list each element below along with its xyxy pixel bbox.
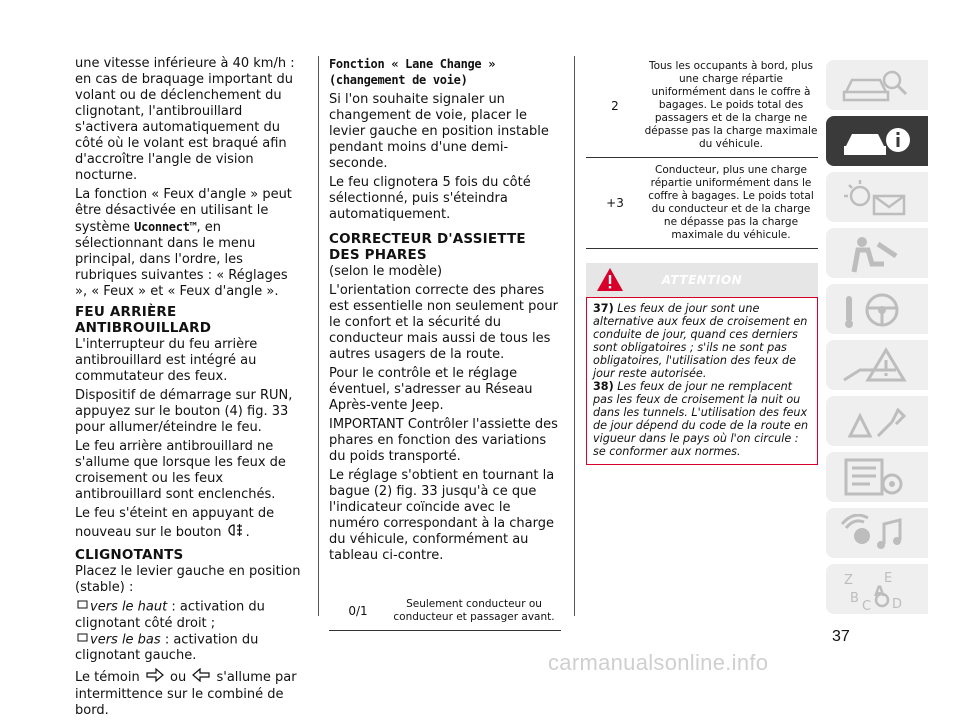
paragraph: Placez le levier gauche en position (stable) : [75,564,301,595]
warning-title: ATTENTION [661,273,743,287]
load-description: Conducteur, plus une charge répartie uniformément dans le coffre à bagages. Le poids total du conducteur et de la charge ne dépasse pas la charge maximale du véhicule. [648,164,814,241]
list-item: vers le haut : activation du clignotant côté droit ; [75,599,265,631]
rear-fog-light-icon [228,522,244,543]
warning-box [586,297,818,465]
sidebar-tab-emergency[interactable] [826,340,928,390]
right-turn-signal-icon [146,668,164,687]
paragraph: Dispositif de démarrage sur RUN, appuyez sur le bouton (4) fig. 33 pour allumer/éteindre le feu. [75,388,293,435]
sidebar-tab-airbag[interactable] [826,228,928,278]
paragraph: IMPORTANT Contrôler l'assiette des phares en fonction des variations du poids transporté. [329,417,558,464]
paragraph: La fonction « Feux d'angle » peut être désactivée en utilisant le système Uconnect™, en sélectionnant dans le menu principal, dans l'ordre, les rubriques suivantes : « Réglages », « Feux » et « Feux d'angle ». [75,187,292,299]
column-left [75,56,301,722]
sidebar-tab-car-info[interactable] [826,116,928,166]
svg-text:Z: Z [844,573,853,588]
column-right [586,60,818,465]
section-heading: FEU ARRIÈRE ANTIBROUILLARD [75,304,212,336]
warning-triangle-icon [596,267,624,297]
load-key: +3 [606,196,624,210]
paragraph: L'orientation correcte des phares est essentielle non seulement pour le confort et la sécurité du conducteur mais aussi de tous les autres usagers de la route. [329,283,558,362]
paragraph: Le réglage s'obtient en tournant la bague (2) fig. 33 jusqu'à ce que l'indicateur coïncide avec le numéro correspondant à la charge du véhicule, conformément au tableau ci-contre. [329,468,555,563]
paragraph: Le feu arrière antibrouillard ne s'allume que lorsque les feux de croisement ou les feux antibrouillard sont enclenchés. [75,439,286,502]
svg-text:E: E [884,571,893,586]
sidebar-tab-multimedia[interactable] [826,508,928,558]
multimedia-icon [840,514,912,554]
paragraph: une vitesse inférieure à 40 km/h : en cas de braquage important du volant ou de déclenchement du clignotant, l'antibrouillard s'activera automatiquement du côté où le volant est braqué afin d'accroître l'angle de vision nocturne. [75,56,295,183]
sidebar-tab-warning-lights[interactable] [826,172,928,222]
bullet-icon [77,599,88,615]
list-item: vers le bas : activation du clignotant gauche. [75,632,259,663]
paragraph: Le feu clignotera 5 fois du côté sélectionné, puis s'éteindra automatiquement. [329,175,531,222]
subsection-heading: Fonction « Lane Change » (changement de voie) [329,57,496,87]
load-key: 0/1 [348,604,368,618]
svg-text:D: D [892,597,903,610]
section-heading: CORRECTEUR D'ASSIETTE DES PHARES [329,231,526,263]
column-divider [574,56,575,616]
load-description: Seulement conducteur ou conducteur et passager avant. [393,598,555,623]
svg-text:A: A [874,584,885,600]
paragraph: Le feu s'éteint en appuyant de nouveau sur le bouton . [75,506,301,543]
warning-lights-icon [840,178,912,218]
load-key: 2 [611,98,619,113]
load-table-row [586,60,818,158]
list-settings-icon [840,458,912,498]
airbag-seat-icon [840,234,912,274]
page-number: 37 [832,628,850,645]
road-warning-icon [840,346,912,386]
column-divider [318,56,319,616]
sidebar-tab-specs[interactable] [826,452,928,502]
paragraph: Pour le contrôle et le réglage éventuel, s'adresser au Réseau Après-vente Jeep. [329,366,533,413]
sidebar-tab-driving[interactable] [826,284,928,334]
paragraph: Si l'on souhaite signaler un changement de voie, placer le levier gauche en position instable pendant moins d'une demi-seconde. [329,92,549,171]
car-info-icon [840,122,912,162]
paragraph: (selon le modèle) [329,264,443,279]
load-table-row [586,158,818,249]
steering-wheel-icon [840,290,912,330]
load-table-row [329,592,561,631]
jack-tools-icon [840,402,912,442]
left-turn-signal-icon [192,668,210,687]
car-search-icon [840,66,912,106]
section-heading: CLIGNOTANTS [75,547,184,563]
index-icon [840,570,912,610]
watermark: carmanualsonline.info [548,650,769,675]
warning-header [586,263,818,297]
paragraph: Le témoin ou s'allume par intermittence sur le combiné de bord. [75,670,297,718]
warning-item: 38) Les feux de jour ne remplacent pas les feux de croisement la nuit ou dans les tunnels. L'utilisation des feux de jour dépend du code de la route en vigueur dans le pays où l'on circule : se conformer aux normes. [593,380,809,458]
load-description: Tous les occupants à bord, plus une charge répartie uniformément dans le coffre à bagages. Le poids total des passagers et de la charge ne dépasse pas la charge maximale du véhicule. [644,60,818,150]
bullet-icon [77,632,88,648]
sidebar-tab-car-search[interactable] [826,60,928,110]
svg-text:C: C [862,599,872,610]
sidebar-tab-index[interactable] [826,564,928,614]
column-middle [329,56,561,631]
warning-item: 37) Les feux de jour sont une alternative aux feux de croisement en conduite de jour, quand ces derniers sont obligatoires ; s'ils ne sont pas obligatoires, l'utilisation des feux de jour reste autorisée. [593,302,808,380]
paragraph: L'interrupteur du feu arrière antibrouillard est intégré au commutateur des feux. [75,337,258,384]
uconnect-label: Uconnect™ [134,220,197,234]
svg-text:B: B [850,591,859,606]
sidebar-tab-maintenance[interactable] [826,396,928,446]
